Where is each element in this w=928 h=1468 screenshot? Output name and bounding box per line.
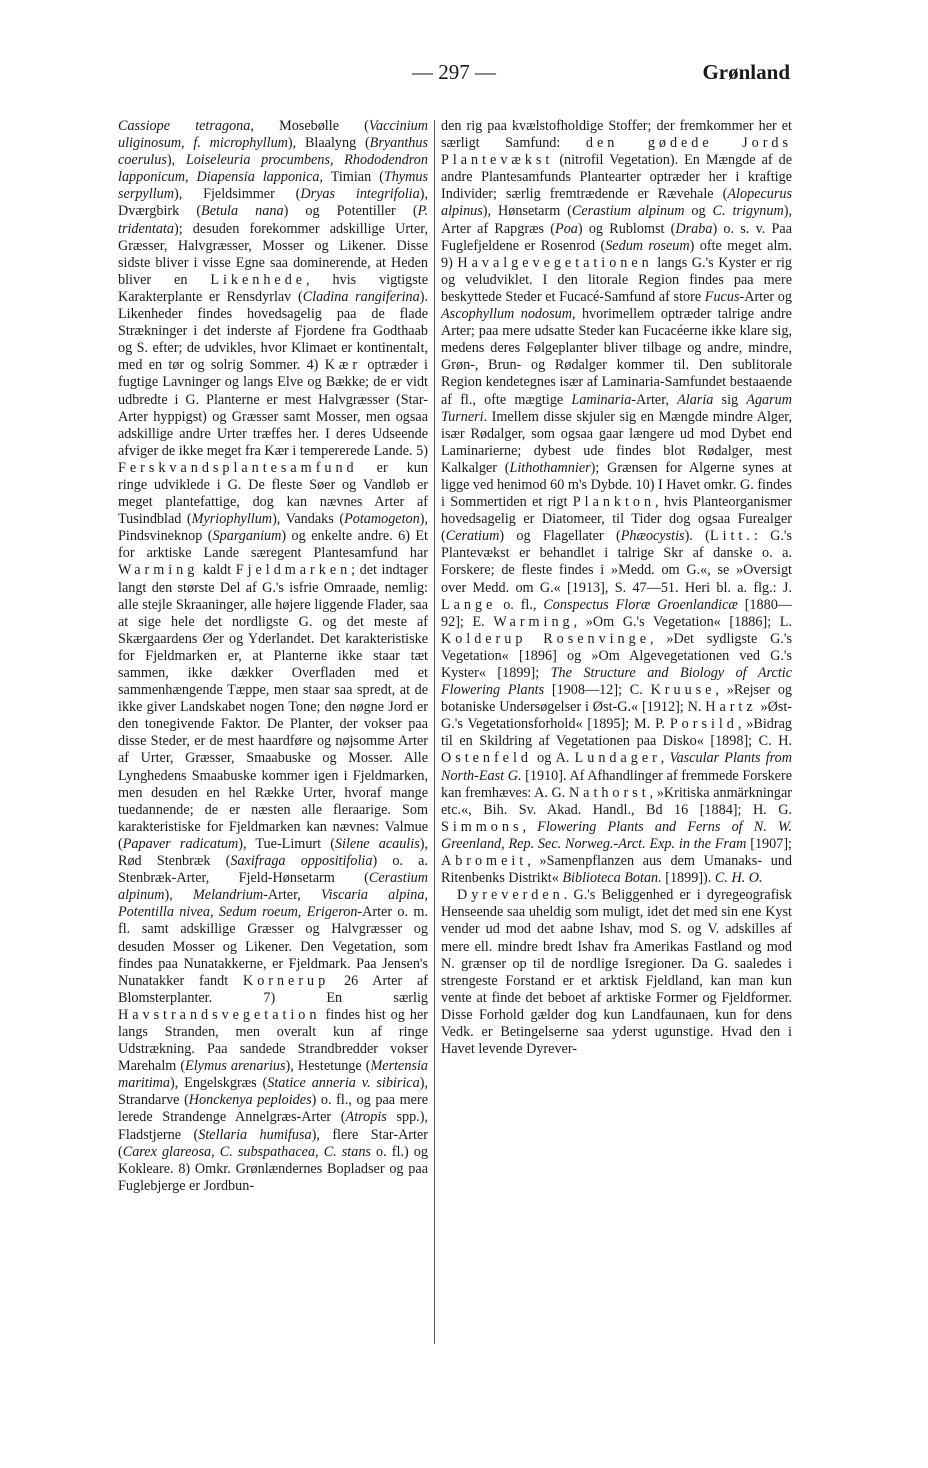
italic-run: Ceratium <box>445 528 500 545</box>
italic-run: Vaccinium uliginosum, f. microphyllum <box>118 118 428 152</box>
text-run: , »Kritiska anmärkningar etc.«, Bih. Sv. Akad. Handl., Bd 16 [1884]; H. G. <box>441 784 792 818</box>
italic-run: Alopecurus alpinus <box>441 186 792 220</box>
text-run: ), Fjeldsimmer ( <box>173 186 301 203</box>
spaced-run: Plankton <box>572 494 656 511</box>
paragraph <box>441 887 792 1058</box>
italic-run: Cerastium alpinum <box>571 203 685 220</box>
spaced-run: den gødede Jords Plantevækst <box>441 135 792 169</box>
text-run: o. fl.) og Kokleare. 8) Omkr. Grønlændernes Bopladser og paa Fuglebjerge er Jordbun- <box>118 1143 428 1194</box>
italic-run: Phæocystis <box>620 528 685 545</box>
text-run: ), Engelskgræs ( <box>170 1075 268 1092</box>
italic-run: Betula nana <box>201 203 284 220</box>
text-run: , »Rejser og botaniske Undersøgelser i Øst-G.« [1912]; N. <box>441 682 793 716</box>
italic-run: C. H. O. <box>714 870 763 887</box>
text-run: »Øst-G.'s Vegetationsforhold« [1895]; M. P. <box>441 699 793 733</box>
italic-run: Poa <box>555 220 578 237</box>
italic-run: Dryas integrifolia <box>300 186 420 203</box>
text-run: ) o. s. v. Paa Fuglefjeldene er Rosenrod ( <box>441 220 793 254</box>
spaced-run: Likenhede <box>210 271 307 288</box>
text-run: ), <box>166 152 186 169</box>
italic-run: Thymus serpyllum <box>118 169 428 203</box>
italic-run: Atropis <box>345 1109 387 1126</box>
text-run: den rig paa kvælstofholdige Stoffer; der fremkommer her et særligt Samfund: <box>441 118 792 152</box>
italic-run: Agarum Turneri <box>441 391 792 425</box>
column-divider <box>434 120 435 1344</box>
text-run: ); desuden forekommer adskillige Urter, Græsser, Halvgræsser, Mosser og Likener. Disse sidste bliver i visse Egne saa dominerende, at Heden bliver en <box>118 220 428 288</box>
italic-run: Biblioteca Botan. <box>562 870 662 887</box>
text-run: ). ( <box>684 528 710 545</box>
text-run: . G.'s Beliggenhed er i dyregeografisk Henseende saa uheldig som muligt, idet det med sin ene Kyst vender ud mod det aabne Ishav, mod S. og V. adskilles af mere ell. mindre bredt Ishav fra Amerikas Fastland og mod N. grænser op til de nordlige Isregioner. Da G. saaledes i strengeste Forstand er et arktisk Fjeldland, kan man kun vente at finde det beboet af arktiske Former og Fjeldformer. Disse Forhold gælder dog kun Landfaunaen, kun for dens Vedk. er Betingelserne saa yderst ugunstige. Hvad den i Havet levende Dyrever- <box>441 887 792 1058</box>
text-run: findes hist og her langs Stranden, men overalt kun af ringe Udstrækning. Paa sandede Strandbredder vokser Marehalm ( <box>118 1006 428 1075</box>
text-run: optræder i fugtige Lavninger og langs Elve og Bække; de er vidt udbredte i G. Planterne er mest Halvgræsser (Star-Arter hyppigst) og Græsser samt Mosser, men ogsaa adskillige andre Urter træffes her. I deres Udseende afviger de ikke meget fra Kær i tempererede Lande. 5) <box>118 357 428 459</box>
spaced-run: Ostenfeld <box>441 750 532 767</box>
text-run: ) og Potentiller ( <box>283 203 418 220</box>
text-column-right <box>441 118 792 1058</box>
text-run: ), <box>164 887 193 904</box>
running-title: Grønland <box>702 60 790 84</box>
italic-run: Cassiope tetragona <box>118 118 251 134</box>
text-run: -Arter og <box>739 288 792 305</box>
text-run: [1910]. Af Afhandlinger af fremmede Forskere kan fremhæves: A. G. <box>441 767 792 801</box>
text-run: , hvorimellem optræder talrige andre Arter; paa mere udsatte Steder kan Fucacéerne ikke klare sig, medens deres Følgeplanter bliver tilbage og andre, mindre, Grøn-, Brun- og Rødalger kommer til. Den sublitorale Region kendetegnes især af Laminaria-Samfundet bestaaende af fl., ofte mægtige <box>441 306 792 408</box>
spaced-run: Dyreverden <box>457 887 564 904</box>
text-run: [1907]; <box>746 835 792 852</box>
spaced-run: Kornerup <box>242 972 330 989</box>
text-run: ), Dværgbirk ( <box>118 186 428 220</box>
spaced-run: Ferskvandsplantesamfund <box>118 459 358 476</box>
italic-run: Silene acaulis <box>334 835 420 852</box>
spaced-run: Porsild <box>669 716 738 733</box>
italic-run: Myriophyllum <box>191 511 273 528</box>
text-run: , »Det sydligste G.'s Vegetation« [1896] og »Om Algevegetationen ved G.'s Kyster« [1899]; <box>441 630 792 681</box>
text-run: [1880—92]; E. <box>441 596 792 630</box>
text-run: ), Strandarve ( <box>118 1075 428 1109</box>
text-run: -Arter o. m. fl. samt adskillige Græsser og Halvgræsser og desuden Mosser og Likener. Den Vegetation, som findes paa Nunatakkerne, er Fjeldmark. Paa Jensen's Nunatakker fandt <box>118 904 428 989</box>
spaced-run: Kruuse <box>650 682 716 699</box>
text-run: , Timian ( <box>319 169 384 186</box>
text-run: er kun ringe udviklede i G. De fleste Søer og Vandløb er meget plantefattige, dog kan nævnes Arter af Tusindblad ( <box>118 459 428 528</box>
italic-run: Papaver radicatum <box>122 835 239 852</box>
text-run: . Imellem disse skjuler sig en Mængde mindre Alger, især Rødalger, som ogsaa gaar længere ud mod Dybet end Laminarierne; dybest ude findes blot Rødalger, mest Kalkalger ( <box>441 408 792 476</box>
italic-run: Flowering Plants and Ferns of N. W. Greenland, Rep. Sec. Norweg.-Arct. Exp. in the Fram <box>441 818 793 852</box>
text-column-left <box>118 118 428 1195</box>
italic-run: Stellaria humifusa <box>198 1126 312 1143</box>
spaced-run: Lange <box>441 596 497 613</box>
italic-run: Draba <box>675 220 713 237</box>
text-run: , hvis Planteorganismer hovedsagelig er Diatomeer, til Tider dog ogsaa Furealger ( <box>441 494 792 545</box>
text-run: o. fl., <box>496 596 544 613</box>
text-run: ) o. a. Stenbræk-Arter, Fjeld-Hønsetarm ( <box>118 853 429 887</box>
text-run: , »Om G.'s Vegetation« [1886]; L. <box>573 613 792 630</box>
italic-run: Vascular Plants from North-East G. <box>441 750 792 784</box>
text-run: ) og Flagellater ( <box>499 528 621 545</box>
italic-run: The Structure and Biology of Arctic Flowering Plants <box>441 665 792 699</box>
spaced-run: Simmons <box>441 818 523 835</box>
text-run: ), Pindsvineknop ( <box>118 511 429 545</box>
text-run: [1908—12]; C. <box>544 682 651 699</box>
italic-run: Saxifraga oppositifolia <box>230 853 373 870</box>
spaced-run: Fjeldmarken <box>235 562 352 579</box>
italic-run: Elymus arenarius <box>185 1058 286 1075</box>
spaced-run: Kær <box>324 357 362 374</box>
text-run: kaldt <box>198 562 236 579</box>
text-run: ) o. fl., og paa mere lerede Strandenge Annelgræs-Arter ( <box>118 1092 428 1126</box>
text-run: -Arter, <box>263 887 321 904</box>
text-run: ) og enkelte andre. 6) Et for arktiske Lande særegent Plantesamfund har <box>118 528 428 562</box>
text-run: : G.'s Plantevækst er behandlet i talrige Skr af danske o. a. Forskere; de fleste findes i »Medd. om G.«, se »Oversigt over Medd. om G.« [1913], S. 47—51. Heri bl. a. flg.: J. <box>441 528 793 596</box>
italic-run: Sedum roseum <box>605 237 690 254</box>
italic-run: Ascophyllum nodosum <box>441 306 572 323</box>
paragraph <box>441 118 792 887</box>
italic-run: Mertensia maritima <box>118 1058 428 1092</box>
text-run: ), Tue-Limurt ( <box>238 835 335 852</box>
text-run: spp.), Fladstjerne ( <box>118 1109 428 1143</box>
spaced-run: Abromeit <box>441 853 528 870</box>
text-run: ). Likenheder findes hovedsagelig paa de flade Strækninger i det inderste af Fjordene fra Godthaab og S. efter; de udvikles, hvor Klimaet er kontinentalt, med en tør og solrig Sommer. 4) <box>118 288 428 374</box>
spaced-run: Nathorst <box>568 784 650 801</box>
text-run: , »Bidrag til en Skildring af Vegetationen paa Disko« [1898]; C. H. <box>441 716 792 750</box>
italic-run: Loiseleuria procumbens, Rhododendron lapponicum, Diapensia lapponica <box>118 152 428 186</box>
text-run: ), Rød Stenbræk ( <box>118 835 428 870</box>
text-run: ) og Rublomst ( <box>577 220 676 237</box>
text-run: langs G.'s Kyster er rig og veludviklet. I den litorale Region findes paa mere beskyttede Steder et Fucacé-Samfund af store <box>441 254 792 305</box>
spaced-run: Warming <box>493 613 574 630</box>
italic-run: Sparganium <box>212 528 282 545</box>
text-run: , <box>522 818 538 835</box>
italic-run: P. tridentata <box>118 203 428 237</box>
spaced-run: Havstrandsvegetation <box>118 1006 321 1023</box>
text-run: ) ofte meget alm. 9) <box>441 237 792 271</box>
italic-run: Cladina rangiferina <box>302 288 420 305</box>
text-run: ), Arter af Rapgræs ( <box>441 203 792 237</box>
text-run: ; det indtager langt den største Del af G.'s isfrie Omraade, nemlig: alle stejle Skraaninger, alle højere liggende Flader, saa at sige hele det nordligste G. og det meste af Skærgaardens Øer og Yderlandet. Det karakteristiske for Fjeldmarken er, at Planterne ikke staar tæt sammen, ikke dækker Overfladen med et sammenhængende Tæppe, men staar saa spredt, at de ikke giver Landskabet nogen Tone; den nøgne Jord er den tonegivende Faktor. De Planter, der vokser paa disse Steder, er de mest haardføre og nøjsomme Arter af Urter, Græsser, Smaabuske og Mosser. Alle Lynghedens Smaabuske kommer igen i Fjeldmarken, men desuden en hel Række Urter, hvoraf mange tuedannende; de er næsten alle fleraarige. Som karakteristiske for Fjeldmarken kan nævnes: Valmue ( <box>118 562 428 852</box>
spaced-run: Lundager <box>574 750 661 767</box>
text-run: ), flere Star-Arter ( <box>118 1126 428 1160</box>
text-run: ), Blaalyng ( <box>287 135 370 152</box>
text-run: og <box>684 203 713 220</box>
spaced-run: Litt. <box>709 528 754 545</box>
italic-run: C. trigynum <box>712 203 784 220</box>
italic-run: Cerastium alpinum <box>118 870 428 904</box>
italic-run: Potamogeton <box>344 511 420 528</box>
italic-run: Lithothamnier <box>509 459 591 476</box>
text-run: ); Grænsen for Algerne synes at ligge ved henimod 60 m's Dybde. 10) I Havet omkr. G. findes i Sommertiden et rigt <box>441 459 792 511</box>
text-run: , <box>660 750 670 767</box>
spaced-run: Hartz <box>705 699 757 716</box>
text-run: ), Hønsetarm ( <box>482 203 572 220</box>
italic-run: Melandrium <box>192 887 264 904</box>
text-run: , hvis vigtigste Karakterplante er Rensdyrlav ( <box>118 271 428 305</box>
text-run: , »Samenpflanzen aus dem Umanaks- und Ritenbenks Distrikt« <box>441 853 792 887</box>
text-run: ), Hestetunge ( <box>285 1058 371 1075</box>
page-header <box>118 60 790 90</box>
italic-run: Carex glareosa, C. subspathacea, C. stans <box>122 1143 371 1160</box>
spaced-run: Kolderup Rosenvinge <box>441 630 650 647</box>
italic-run: Alaria <box>677 391 714 408</box>
page-number: — 297 — <box>412 60 496 84</box>
italic-run: Viscaria alpina, Potentilla nivea, Sedum roeum, Erigeron <box>118 887 428 921</box>
text-run: 26 Arter af Blomsterplanter. 7) En særlig <box>118 972 428 1006</box>
spaced-run: Havalgevegetationen <box>457 254 653 271</box>
italic-run: Fucus <box>704 288 740 305</box>
text-run: , Mosebølle ( <box>250 118 369 134</box>
text-run: (nitrofil Vegetation). En Mængde af de andre Plantesamfunds Plantearter optræder her i kraftige Individer; særlig fremtrædende er Rævehale ( <box>441 152 792 203</box>
italic-run: Statice anneria v. sibirica <box>267 1075 420 1092</box>
italic-run: Honckenya peploides <box>188 1092 312 1109</box>
text-run: sig <box>713 391 747 408</box>
text-run: ), Vandaks ( <box>272 511 345 528</box>
text-run: og A. <box>531 750 575 767</box>
italic-run: Laminaria <box>571 391 632 408</box>
spaced-run: Warming <box>118 562 199 579</box>
paragraph <box>118 118 428 1195</box>
italic-run: Conspectus Floræ Groenlandicæ <box>543 596 738 613</box>
text-run: [1899]). <box>661 870 715 887</box>
text-run: -Arter, <box>631 391 678 408</box>
italic-run: Bryanthus coerulus <box>118 135 428 169</box>
